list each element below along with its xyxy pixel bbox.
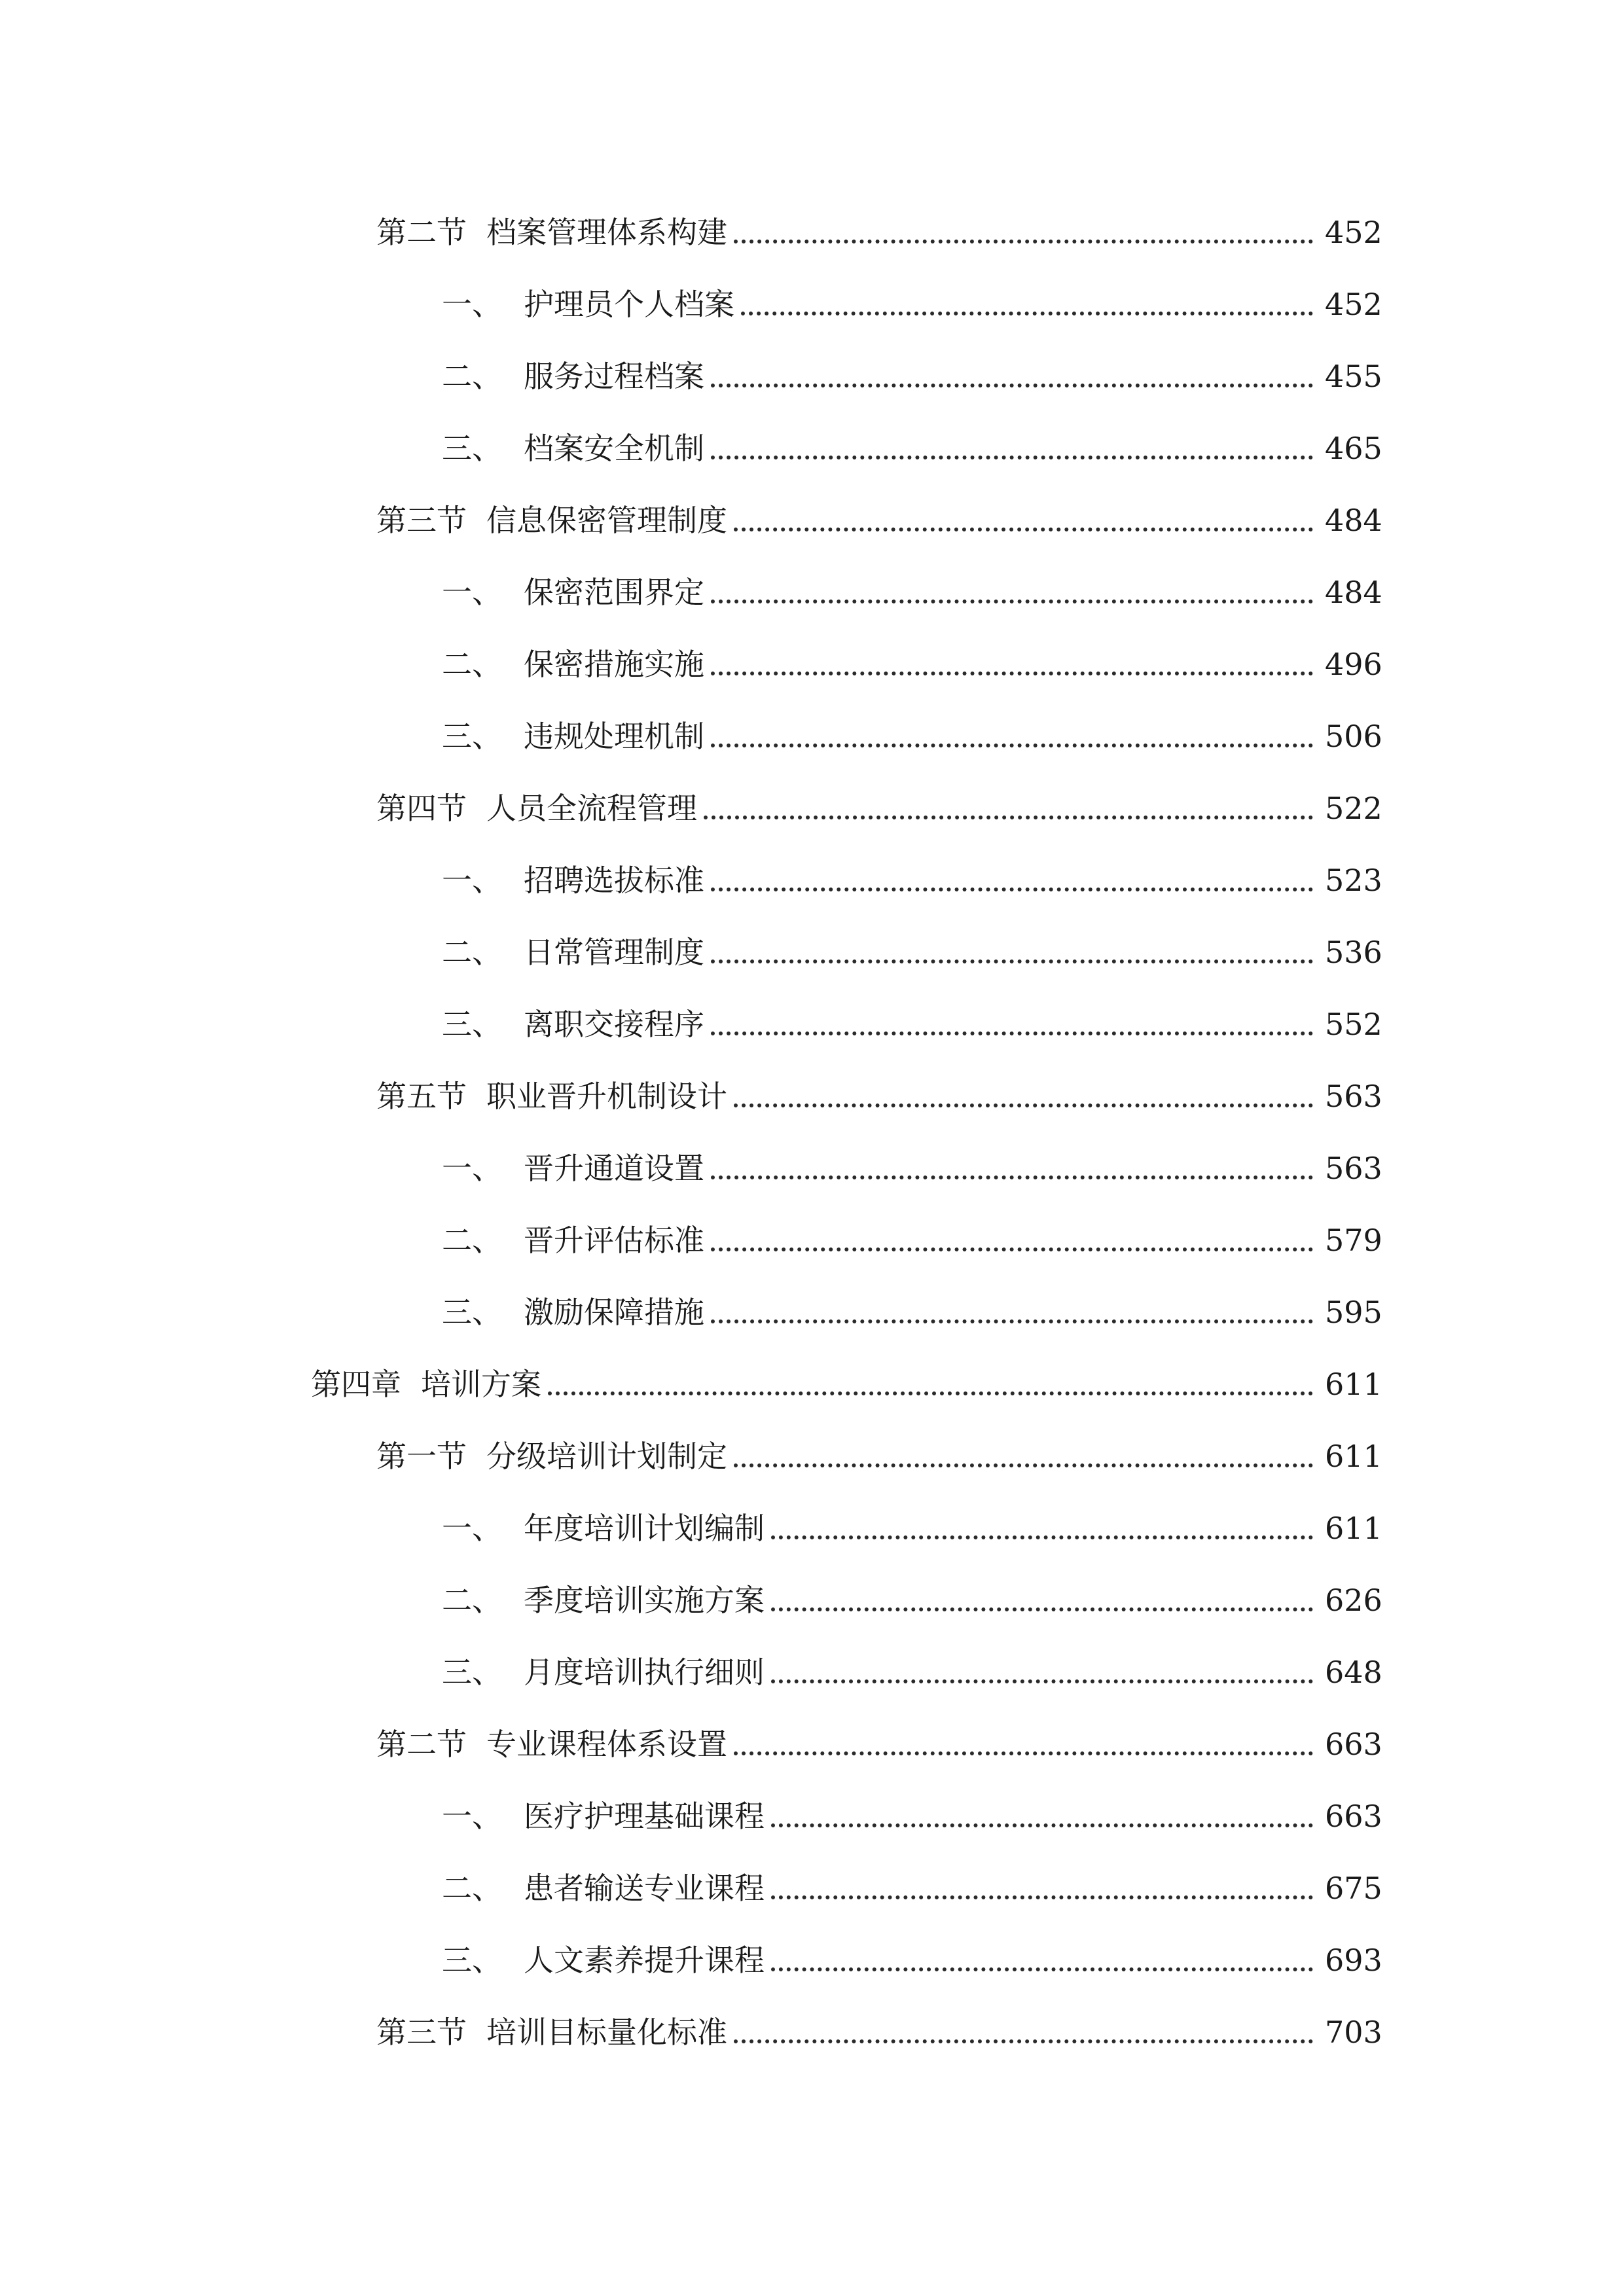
toc-title: 年度培训计划编制 xyxy=(524,1511,765,1546)
dot-leader xyxy=(771,1823,1313,1827)
dot-leader xyxy=(711,384,1313,387)
toc-page-number: 675 xyxy=(1325,1871,1382,1906)
dot-leader xyxy=(711,672,1313,675)
toc-title: 人员全流程管理 xyxy=(486,791,697,826)
toc-page-number: 595 xyxy=(1325,1295,1382,1330)
toc-title: 培训方案 xyxy=(421,1367,541,1402)
toc-title: 服务过程档案 xyxy=(524,359,704,394)
toc-entry[interactable] xyxy=(0,1276,1624,1348)
toc-entry[interactable] xyxy=(0,844,1624,916)
dot-leader xyxy=(734,2039,1313,2043)
toc-number: 一、 xyxy=(442,287,502,322)
toc-number: 第五节 xyxy=(376,1079,467,1114)
toc-page-number: 611 xyxy=(1325,1367,1382,1402)
dot-leader xyxy=(711,456,1313,459)
toc-page-number: 496 xyxy=(1325,647,1382,682)
toc-number: 第四章 xyxy=(311,1367,401,1402)
toc-number: 第一节 xyxy=(376,1439,467,1474)
toc-number: 一、 xyxy=(442,863,502,898)
toc-number: 一、 xyxy=(442,1799,502,1834)
toc-entry[interactable] xyxy=(0,412,1624,484)
toc-entry[interactable] xyxy=(0,484,1624,556)
dot-leader xyxy=(711,1031,1313,1035)
toc-page-number: 648 xyxy=(1325,1655,1382,1690)
toc-number: 三、 xyxy=(442,719,502,754)
toc-entry[interactable] xyxy=(0,1420,1624,1492)
toc-entry[interactable] xyxy=(0,1852,1624,1924)
toc-page-number: 663 xyxy=(1325,1799,1382,1834)
toc-title: 分级培训计划制定 xyxy=(486,1439,727,1474)
toc-title: 人文素养提升课程 xyxy=(524,1943,765,1978)
toc-page-number: 563 xyxy=(1325,1079,1382,1114)
dot-leader xyxy=(771,1895,1313,1899)
toc-entry[interactable] xyxy=(0,556,1624,628)
toc-number: 一、 xyxy=(442,1151,502,1186)
dot-leader xyxy=(734,528,1313,531)
toc-page-number: 703 xyxy=(1325,2015,1382,2050)
toc-title: 月度培训执行细则 xyxy=(524,1655,765,1690)
toc-page-number: 522 xyxy=(1325,791,1382,826)
toc-title: 晋升通道设置 xyxy=(524,1151,704,1186)
toc-number: 三、 xyxy=(442,1295,502,1330)
toc-number: 第三节 xyxy=(376,503,467,538)
toc-page-number: 563 xyxy=(1325,1151,1382,1186)
toc-entry[interactable] xyxy=(0,196,1624,268)
toc-title: 晋升评估标准 xyxy=(524,1223,704,1258)
toc-entry[interactable] xyxy=(0,1708,1624,1780)
toc-number: 三、 xyxy=(442,1007,502,1042)
dot-leader xyxy=(741,312,1313,315)
dot-leader xyxy=(771,1535,1313,1539)
toc-entry[interactable] xyxy=(0,1132,1624,1204)
toc-number: 二、 xyxy=(442,647,502,682)
toc-entry[interactable] xyxy=(0,1780,1624,1852)
dot-leader xyxy=(771,1679,1313,1683)
toc-page-number: 452 xyxy=(1325,215,1382,250)
toc-title: 违规处理机制 xyxy=(524,719,704,754)
toc-title: 职业晋升机制设计 xyxy=(486,1079,727,1114)
toc-title: 激励保障措施 xyxy=(524,1295,704,1330)
dot-leader xyxy=(734,240,1313,243)
dot-leader xyxy=(711,600,1313,603)
dot-leader xyxy=(734,1463,1313,1467)
toc-title: 专业课程体系设置 xyxy=(486,1727,727,1762)
toc-entry[interactable] xyxy=(0,916,1624,988)
toc-number: 二、 xyxy=(442,1583,502,1618)
toc-entry[interactable] xyxy=(0,1204,1624,1276)
toc-entry[interactable] xyxy=(0,1564,1624,1636)
toc-title: 离职交接程序 xyxy=(524,1007,704,1042)
toc-entry[interactable] xyxy=(0,1492,1624,1564)
toc-title: 保密范围界定 xyxy=(524,575,704,610)
toc-entry[interactable] xyxy=(0,1348,1624,1420)
toc-entry[interactable] xyxy=(0,1636,1624,1708)
toc-page-number: 663 xyxy=(1325,1727,1382,1762)
toc-number: 一、 xyxy=(442,1511,502,1546)
toc-title: 档案管理体系构建 xyxy=(486,215,727,250)
toc-number: 三、 xyxy=(442,431,502,466)
toc-page-number: 484 xyxy=(1325,503,1382,538)
toc-number: 第四节 xyxy=(376,791,467,826)
dot-leader xyxy=(711,888,1313,891)
dot-leader xyxy=(734,1103,1313,1107)
dot-leader xyxy=(704,816,1313,819)
toc-page-number: 611 xyxy=(1325,1439,1382,1474)
toc-entry[interactable] xyxy=(0,988,1624,1060)
dot-leader xyxy=(711,744,1313,747)
toc-title: 信息保密管理制度 xyxy=(486,503,727,538)
dot-leader xyxy=(711,1319,1313,1323)
toc-entry[interactable] xyxy=(0,700,1624,772)
toc-page-number: 452 xyxy=(1325,287,1382,322)
dot-leader xyxy=(711,1175,1313,1179)
toc-title: 季度培训实施方案 xyxy=(524,1583,765,1618)
toc-page-number: 484 xyxy=(1325,575,1382,610)
dot-leader xyxy=(548,1391,1313,1395)
toc-page-number: 523 xyxy=(1325,863,1382,898)
toc-entry[interactable] xyxy=(0,1996,1624,2068)
toc-title: 培训目标量化标准 xyxy=(486,2015,727,2050)
toc-number: 二、 xyxy=(442,1223,502,1258)
toc-title: 保密措施实施 xyxy=(524,647,704,682)
toc-page-number: 693 xyxy=(1325,1943,1382,1978)
toc-title: 档案安全机制 xyxy=(524,431,704,466)
toc-entry[interactable] xyxy=(0,628,1624,700)
toc-page-number: 611 xyxy=(1325,1511,1382,1546)
toc-number: 二、 xyxy=(442,1871,502,1906)
table-of-contents xyxy=(0,196,1624,2068)
toc-page-number: 465 xyxy=(1325,431,1382,466)
toc-title: 医疗护理基础课程 xyxy=(524,1799,765,1834)
toc-entry[interactable] xyxy=(0,772,1624,844)
dot-leader xyxy=(734,1751,1313,1755)
toc-page-number: 579 xyxy=(1325,1223,1382,1258)
dot-leader xyxy=(771,1607,1313,1611)
toc-entry[interactable] xyxy=(0,1924,1624,1996)
toc-entry[interactable] xyxy=(0,340,1624,412)
toc-page-number: 455 xyxy=(1325,359,1382,394)
toc-number: 三、 xyxy=(442,1655,502,1690)
toc-page-number: 552 xyxy=(1325,1007,1382,1042)
toc-number: 二、 xyxy=(442,359,502,394)
dot-leader xyxy=(771,1967,1313,1971)
toc-number: 第三节 xyxy=(376,2015,467,2050)
toc-page-number: 536 xyxy=(1325,935,1382,970)
toc-title: 招聘选拔标准 xyxy=(524,863,704,898)
toc-number: 三、 xyxy=(442,1943,502,1978)
toc-number: 二、 xyxy=(442,935,502,970)
toc-title: 日常管理制度 xyxy=(524,935,704,970)
toc-entry[interactable] xyxy=(0,1060,1624,1132)
toc-title: 患者输送专业课程 xyxy=(524,1871,765,1906)
toc-page-number: 626 xyxy=(1325,1583,1382,1618)
toc-number: 一、 xyxy=(442,575,502,610)
toc-number: 第二节 xyxy=(376,215,467,250)
toc-title: 护理员个人档案 xyxy=(524,287,734,322)
dot-leader xyxy=(711,1247,1313,1251)
dot-leader xyxy=(711,960,1313,963)
toc-page-number: 506 xyxy=(1325,719,1382,754)
toc-number: 第二节 xyxy=(376,1727,467,1762)
toc-entry[interactable] xyxy=(0,268,1624,340)
